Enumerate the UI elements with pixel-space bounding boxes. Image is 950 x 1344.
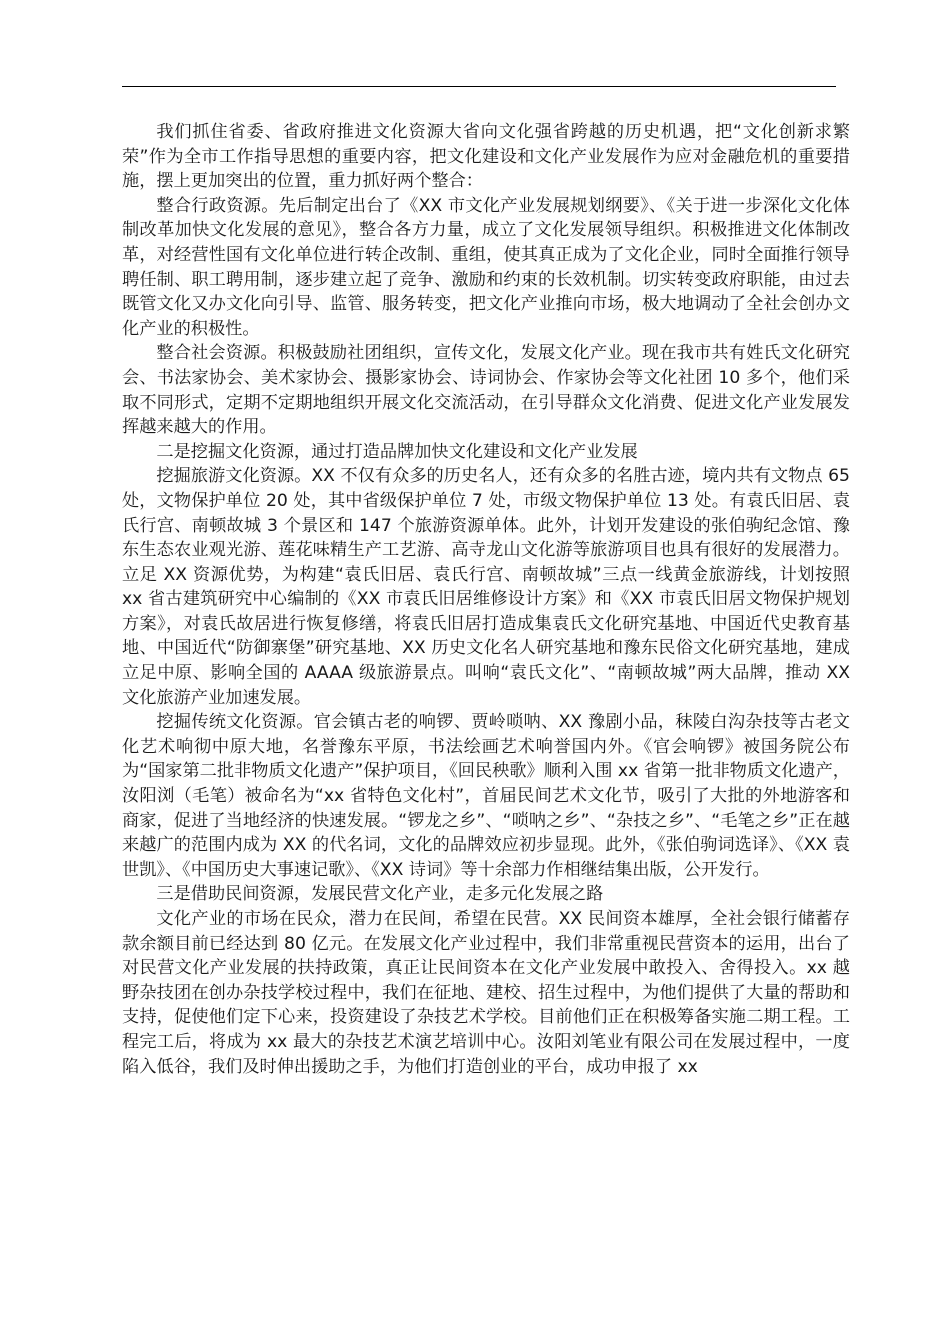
paragraph-intro: 我们抓住省委、省政府推进文化资源大省向文化强省跨越的历史机遇，把“文化创新求繁荣”作为全市工作指导思想的重要内容，把文化建设和文化产业发展作为应对金融危机的重要措施，摆上更加突出的位置，重力抓好两个整合：: [122, 122, 850, 192]
header-rule: [122, 86, 836, 87]
paragraph-tourism-resources: 挖掘旅游文化资源。XX 不仅有众多的历史名人，还有众多的名胜古迹，境内共有文物点 65 处，文物保护单位 20 处，其中省级保护单位 7 处，市级文物保护单位 13 处。有袁氏旧居、袁氏行宫、南顿故城 3 个景区和 147 个旅游资源单体。此外，计划开发建设的张伯驹纪念馆、豫东生态农业观光游、莲花味精生产工艺游、高寺龙山文化游等旅游项目也具有很好的发展潜力。立足 XX 资源优势，为构建“袁氏旧居、袁氏行宫、南顿故城”三点一线黄金旅游线，计划按照 xx 省古建筑研究中心编制的《XX 市袁氏旧居维修设计方案》和《XX 市袁氏旧居文物保护规划方案》，对袁氏故居进行恢复修缮，将袁氏旧居打造成集袁氏文化研究基地、中国近代史教育基地、中国近代“防御寨堡”研究基地、XX 历史文化名人研究基地和豫东民俗文化研究基地，建成立足中原、影响全国的 AAAA 级旅游景点。叫响“袁氏文化”、“南顿故城”两大品牌，推动 XX 文化旅游产业加速发展。: [122, 466, 850, 708]
section-heading-three: 三是借助民间资源，发展民营文化产业，走多元化发展之路: [156, 884, 604, 905]
paragraph-admin-resources: 整合行政资源。先后制定出台了《XX 市文化产业发展规划纲要》、《关于进一步深化文化体制改革加快文化发展的意见》，整合各方力量，成立了文化发展领导组织。积极推进文化体制改革，对经营性国有文化单位进行转企改制、重组，使其真正成为了文化企业，同时全面推行领导聘任制、职工聘用制，逐步建立起了竞争、激励和约束的长效机制。切实转变政府职能，由过去既管文化又办文化向引导、监管、服务转变，把文化产业推向市场，极大地调动了全社会创办文化产业的积极性。: [122, 195, 850, 339]
paragraph-social-resources: 整合社会资源。积极鼓励社团组织，宣传文化，发展文化产业。现在我市共有姓氏文化研究会、书法家协会、美术家协会、摄影家协会、诗词协会、作家协会等文化社团 10 多个，他们采取不同形式，定期不定期地组织开展文化交流活动，在引导群众文化消费、促进文化产业发展发挥越来越大的作用。: [122, 343, 850, 438]
section-heading-two: 二是挖掘文化资源，通过打造品牌加快文化建设和文化产业发展: [156, 441, 638, 462]
paragraph-private-capital: 文化产业的市场在民众，潜力在民间，希望在民营。XX 民间资本雄厚，全社会银行储蓄存款余额目前已经达到 80 亿元。在发展文化产业过程中，我们非常重视民营资本的运用，出台了对民营文化产业发展的扶持政策，真正让民间资本在文化产业发展中敢投入、舍得投入。xx 越野杂技团在创办杂技学校过程中，我们在征地、建校、招生过程中，为他们提供了大量的帮助和支持，促使他们定下心来，投资建设了杂技艺术学校。目前他们正在积极筹备实施二期工程。工程完工后，将成为 xx 最大的杂技艺术演艺培训中心。汝阳刘笔业有限公司在发展过程中，一度陷入低谷，我们及时伸出援助之手，为他们打造创业的平台，成功申报了 xx: [122, 909, 850, 1077]
document-body: [122, 120, 850, 1079]
paragraph-traditional-resources: 挖掘传统文化资源。官会镇古老的响锣、贾岭唢呐、XX 豫剧小品，秣陵白沟杂技等古老文化艺术响彻中原大地，名誉豫东平原，书法绘画艺术响誉国内外。《官会响锣》被国务院公布为“国家第二批非物质文化遗产”保护项目，《回民秧歌》顺利入围 xx 省第一批非物质文化遗产，汝阳浏（毛笔）被命名为“xx 省特色文化村”，首届民间艺术文化节，吸引了大批的外地游客和商家，促进了当地经济的快速发展。“锣龙之乡”、“唢呐之乡”、“杂技之乡”、“毛笔之乡”正在越来越广的范围内成为 XX 的代名词，文化的品牌效应初步显现。此外，《张伯驹词选译》、《XX 袁世凯》、《中国历史大事速记歌》、《XX 诗词》等十余部力作相继结集出版，公开发行。: [122, 712, 850, 880]
